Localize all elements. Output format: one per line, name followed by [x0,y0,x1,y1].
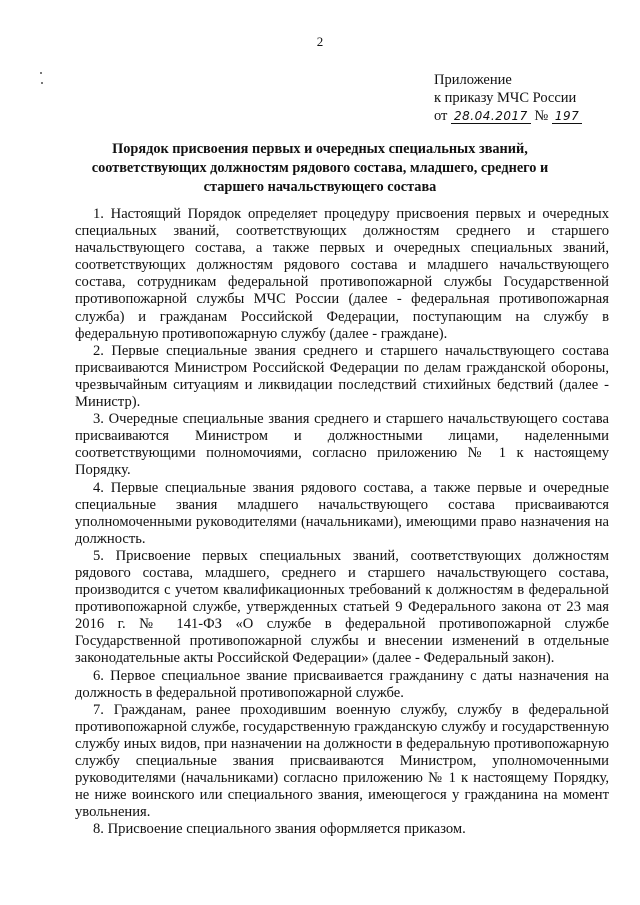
handwritten-number: 197 [552,109,582,124]
paragraph-2: 2. Первые специальные звания среднего и старшего начальствующего состава присваиваются Министром Российской Федерации по делам гражданской обороны, чрезвычайным ситуациям и ликвидации последствий стихийных бедствий (далее - Министр). [75,342,609,411]
scan-speck [40,72,42,74]
paragraph-8: 8. Присвоение специального звания оформляется приказом. [93,821,466,838]
paragraph-7: 7. Гражданам, ранее проходившим военную службу, службу в федеральной противопожарной службе, государственную гражданскую службу и государственную службу иных видов, при назначении на должности в федеральную противопожарную службу специальные звания присваиваются Министром, уполномоченными руководителями (начальниками) согласно приложению № 1 к настоящему Порядку, не ниже воинского или специального звания, имеющегося у гражданина на момент увольнения. [75,701,609,821]
scan-speck [41,82,43,84]
paragraph-4: 4. Первые специальные звания рядового состава, а также первые и очередные специальные звания младшего начальствующего состава присваиваются уполномоченными руководителями (начальниками), имеющими право назначения на должность. [75,479,610,547]
date-prefix: от [434,108,448,124]
attachment-line1: Приложение [434,72,512,88]
page-number: 2 [316,34,324,49]
document-title: Порядок присвоения первых и очередных специальных званий, соответствующих должностям рядового состава, младшего, среднего и старшего начальствующего состава [91,141,549,195]
handwritten-date: 28.04.2017 [451,109,531,124]
paragraph-5: 5. Присвоение первых специальных званий, соответствующих должностям рядового состава, младшего, среднего и старшего начальствующего состава, производится с учетом квалификационных требований к должностям в федеральной противопожарной службе, утвержденных статьей 9 Федерального закона от 23 мая 2016 г. № 141-ФЗ «О службе в федеральной противопожарной службе Государственной противопожарной службы и внесении изменений в отдельные законодательные акты Российской Федерации» (далее - Федеральный закон). [75,547,609,667]
number-prefix: № [534,108,549,124]
attachment-block [434,71,582,125]
attachment-line2: к приказу МЧС России [434,90,577,106]
document-body [75,206,609,838]
attachment-date-line [434,107,582,125]
paragraph-3: 3. Очередные специальные звания среднего и старшего начальствующего состава присваиваются Министром и должностными лицами, наделенными соответствующими полномочиями, согласно приложению № 1 к настоящему Порядку. [75,411,609,479]
paragraph-6: 6. Первое специальное звание присваивается гражданину с даты назначения на должность в федеральной противопожарной службе. [75,667,609,701]
paragraph-1: 1. Настоящий Порядок определяет процедуру присвоения первых и очередных специальных званий, соответствующих должностям среднего и старшего начальствующего состава, а также первых и очередных специальных званий, соответствующих должностям рядового состава и младшего начальствующего состава, сотрудникам федеральной противопожарной службы Государственной противопожарной службы МЧС России (далее - федеральная противопожарная служба) и гражданам Российской Федерации, поступающим на службу в федеральную противопожарную службу (далее - граждане). [75,206,609,342]
